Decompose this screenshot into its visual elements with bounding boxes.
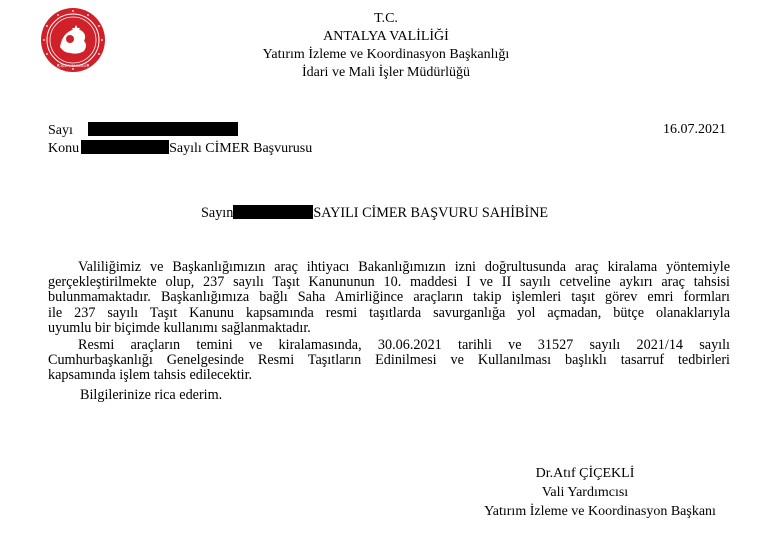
konu-text: Sayılı CİMER Başvurusu <box>169 141 313 156</box>
header-tc: T.C. <box>374 11 398 26</box>
header-governorship: ANTALYA VALİLİĞİ <box>323 29 449 44</box>
recipient-line <box>201 205 548 222</box>
signatory-title: Vali Yardımcısı <box>541 485 629 500</box>
signatory-name: Dr.Atıf ÇİÇEKLİ <box>535 466 635 481</box>
body-line: bulunmamaktadır. Başkanlığımıza bağlı Saha Amirliğince araçların takip işlemleri taşıt görev emri formları <box>48 289 730 306</box>
konu-line <box>48 140 312 157</box>
recipient-prefix: Sayın <box>201 205 234 221</box>
sayi-label: Sayı <box>48 123 73 138</box>
body-line: ile 237 sayılı Taşıt Kanunu kapsamında resmi taşıtlarda savurganlığa yol açmadan, bütçe olanaklarıyla <box>48 304 730 321</box>
svg-text:İÇİŞLERİ BAKANLIĞI: İÇİŞLERİ BAKANLIĞI <box>57 64 89 68</box>
body-line: kapsamında işlem tahsis edilecektir. <box>48 367 253 384</box>
body-paragraph-1 <box>48 260 730 336</box>
body-line: Cumhurbaşkanlığı Genelgesinde Resmi Taşıtların Edinilmesi ve Kullanılması başlıklı tasarruf tedbirleri <box>48 352 730 369</box>
konu-label: Konu <box>48 141 80 156</box>
header-directorate: İdari ve Mali İşler Müdürlüğü <box>302 65 470 80</box>
recipient-text: SAYILI CİMER BAŞVURU SAHİBİNE <box>313 205 549 221</box>
redacted-recipient-number <box>233 205 313 219</box>
header-department: Yatırım İzleme ve Koordinasyon Başkanlığı <box>262 47 510 62</box>
body-line: Valiliğimiz ve Başkanlığımızın araç ihtiyacı Bakanlığımızın izni doğrultusunda araç kiralama yöntemiyle <box>78 259 730 275</box>
body-line: uyumlu bir biçimde kullanımı sağlanmaktadır. <box>48 319 311 336</box>
body-line: gerçekleştirilmekte olup, 237 sayılı Taşıt Kanununun 10. maddesi I ve II sayılı cetveline aykırı araç tahsisi <box>48 274 730 291</box>
ministry-seal-logo <box>40 7 106 73</box>
signatory-department: Yatırım İzleme ve Koordinasyon Başkanı <box>484 504 716 519</box>
body-line: Resmi araçların temini ve kiralamasında, 30.06.2021 tarihli ve 31527 sayılı 2021/14 sayılı <box>78 337 730 353</box>
body-paragraph-2 <box>48 338 730 384</box>
sayi-line <box>48 122 238 139</box>
document-date: 16.07.2021 <box>663 122 726 137</box>
redacted-number <box>88 122 238 136</box>
redacted-application-number <box>81 140 169 154</box>
closing-line: Bilgilerinize rica ederim. <box>80 387 223 403</box>
